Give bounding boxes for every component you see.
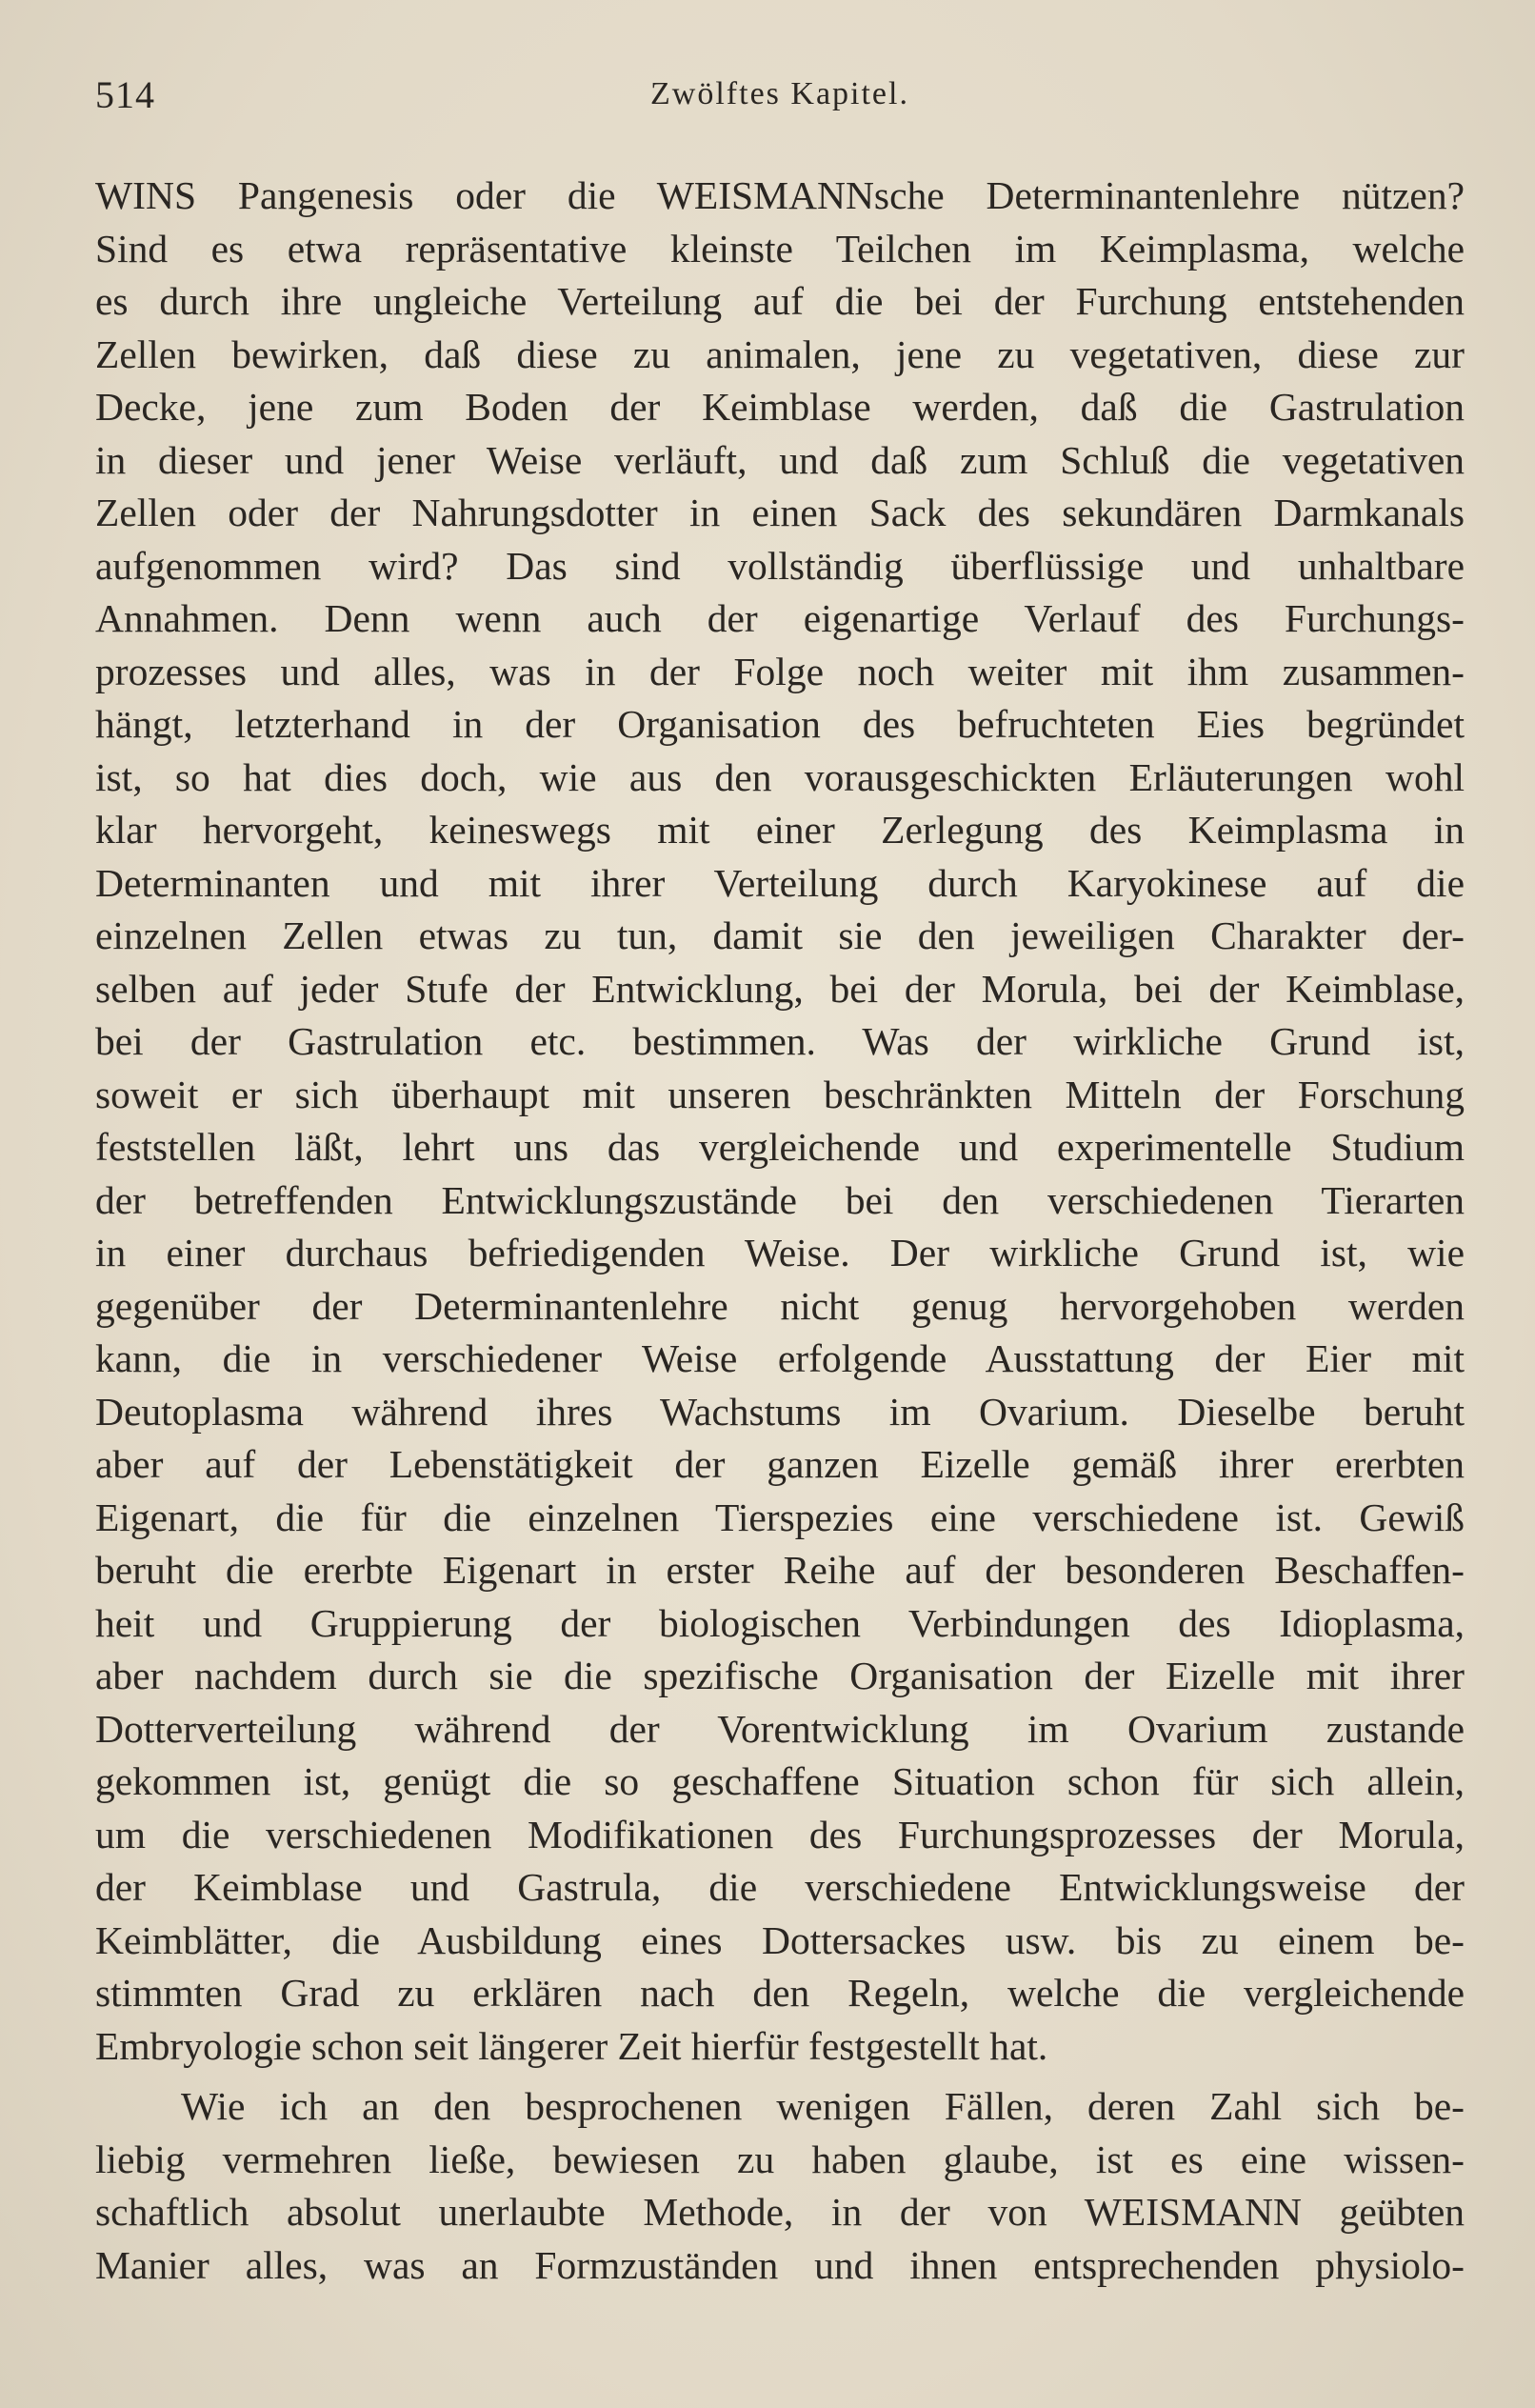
text-line: um die verschiedenen Modifikationen des Furchungsprozesses der Morula, [95,1812,1465,1856]
text-line: Manier alles, was an Formzuständen und ihnen entsprechenden physiolo- [95,2242,1465,2287]
text-line: Determinanten und mit ihrer Verteilung durch Karyokinese auf die [95,860,1465,905]
text-line: prozesses und alles, was in der Folge noch weiter mit ihm zusammen- [95,649,1465,693]
text-line: Dotterverteilung während der Vorentwicklung im Ovarium zustande [95,1706,1465,1751]
text-line: der betreffenden Entwicklungszustände bei den verschiedenen Tierarten [95,1177,1465,1222]
text-line: in einer durchaus befriedigenden Weise. Der wirkliche Grund ist, wie [95,1231,1465,1274]
text-line: selben auf jeder Stufe der Entwicklung, bei der Morula, bei der Keimblase, [95,966,1465,1011]
text-line: gekommen ist, genügt die so geschaffene Situation schon für sich allein, [95,1759,1465,1803]
running-title: Zwölftes Kapitel. [650,76,909,111]
text-line: klar hervorgeht, keineswegs mit einer Zerlegung des Keimplasma in [95,808,1465,852]
text-line: kann, die in verschiedener Weise erfolgende Ausstattung der Eier mit [95,1336,1465,1380]
text-line: Decke, jene zum Boden der Keimblase werden, daß die Gastrulation [95,385,1465,429]
text-line: Eigenart, die für die einzelnen Tierspezies eine verschiedene ist. Gewiß [95,1495,1465,1539]
text-line: feststellen läßt, lehrt uns das vergleichende und experimentelle Studium [95,1125,1465,1169]
page-header [95,67,1465,143]
text-line: aber auf der Lebenstätigkeit der ganzen Eizelle gemäß ihrer ererbten [95,1442,1465,1486]
text-line: aufgenommen wird? Das sind vollständig überflüssige und unhaltbare [95,543,1465,588]
text-line: es durch ihre ungleiche Verteilung auf die bei der Furchung entstehenden [95,279,1465,323]
text-line: soweit er sich überhaupt mit unseren beschränkten Mitteln der Forschung [95,1072,1465,1116]
paragraph-gap [95,2073,1465,2080]
text-line: in dieser und jener Weise verläuft, und daß zum Schluß die vegetativen [95,437,1465,482]
text-line: Annahmen. Denn wenn auch der eigenartige Verlauf des Furchungs- [95,596,1465,640]
text-line: aber nachdem durch sie die spezifische Organisation der Eizelle mit ihrer [95,1654,1465,1697]
paragraph [95,170,1465,2073]
book-page [95,67,1465,2353]
text-line: ist, so hat dies doch, wie aus den vorausgeschickten Erläuterungen wohl [95,754,1465,799]
text-line: Keimblätter, die Ausbildung eines Dottersackes usw. bis zu einem be- [95,1917,1465,1962]
paragraph [95,2080,1465,2292]
page-number: 514 [95,73,155,116]
text-line: hängt, letzterhand in der Organisation des befruchteten Eies begründet [95,702,1465,746]
text-line: Embryologie schon seit längerer Zeit hierfür festgestellt hat. [95,2023,1048,2068]
body-text [95,170,1465,2292]
text-line: Zellen bewirken, daß diese zu animalen, jene zu vegetativen, diese zur [95,331,1465,376]
text-line: Wie ich an den besprochenen wenigen Fällen, deren Zahl sich be- [181,2084,1465,2128]
text-line: einzelnen Zellen etwas zu tun, damit sie den jeweiligen Charakter der- [95,913,1465,957]
text-line: stimmten Grad zu erklären nach den Regeln, welche die vergleichende [95,1971,1465,2015]
text-line: WINS Pangenesis oder die WEISMANNsche Determinantenlehre nützen? [95,173,1465,217]
text-line: beruht die ererbte Eigenart in erster Reihe auf der besonderen Beschaffen- [95,1548,1465,1592]
text-line: gegenüber der Determinantenlehre nicht genug hervorgehoben werden [95,1283,1465,1328]
text-line: liebig vermehren ließe, bewiesen zu haben glaube, ist es eine wissen- [95,2137,1465,2181]
text-line: Zellen oder der Nahrungsdotter in einen Sack des sekundären Darmkanals [95,491,1465,534]
text-line: Sind es etwa repräsentative kleinste Teilchen im Keimplasma, welche [95,226,1465,271]
text-line: heit und Gruppierung der biologischen Verbindungen des Idioplasma, [95,1600,1465,1645]
text-line: der Keimblase und Gastrula, die verschiedene Entwicklungsweise der [95,1865,1465,1909]
text-line: bei der Gastrulation etc. bestimmen. Was der wirkliche Grund ist, [95,1019,1465,1063]
text-line: schaftlich absolut unerlaubte Methode, in der von WEISMANN geübten [95,2190,1465,2234]
text-line: Deutoplasma während ihres Wachstums im Ovarium. Dieselbe beruht [95,1389,1465,1434]
